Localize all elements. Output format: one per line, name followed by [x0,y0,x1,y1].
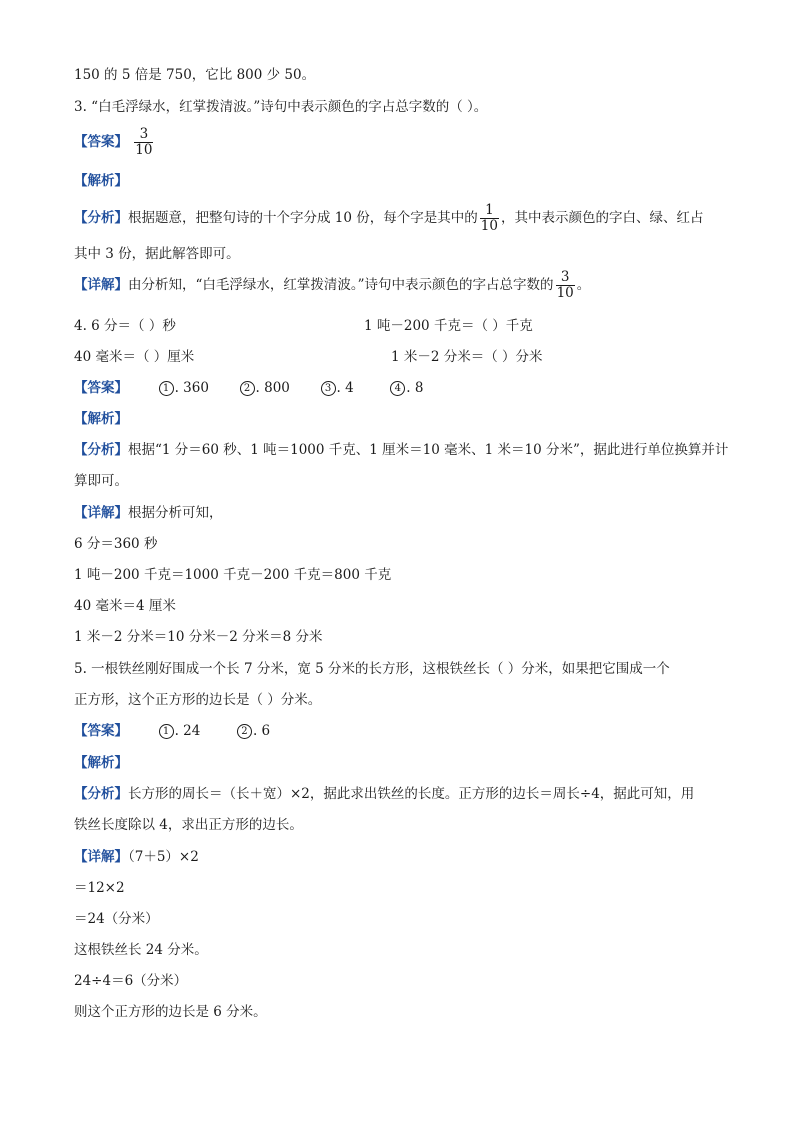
q5-step: ＝24（分米） [74,911,159,927]
q5-answer [74,722,270,740]
fraction-numerator: 3 [134,127,153,143]
answer-item: 4 . 8 [390,380,423,396]
fraction-numerator: 3 [556,270,575,286]
q4-xiangjie [74,504,223,522]
circled-number: 1 [159,724,174,739]
fenxi-label: 【分析】 [74,786,128,802]
fraction-denominator: 10 [556,285,574,301]
fenxi-text: ，其中表示颜色的字白、绿、红占 [500,210,704,226]
q5-question-cont: 正方形，这个正方形的边长是（ ）分米。 [74,692,322,708]
circled-number: 1 [159,381,174,396]
q5-step: 则这个正方形的边长是 6 分米。 [74,1004,267,1020]
q4-row1-right: 1 吨－200 千克＝（ ）千克 [364,318,533,334]
xiangjie-text: 由分析知，“白毛浮绿水，红掌拨清波。”诗句中表示颜色的字占总字数的 [128,277,554,293]
q3-fenxi [74,203,703,234]
xiangjie-text: （7＋5）×2 [128,849,199,865]
q4-answer [74,379,423,397]
fenxi-text: 长方形的周长＝（长＋宽）×2，据此求出铁丝的长度。正方形的边长＝周长÷4，据此可知，用 [128,786,695,802]
fenxi-label: 【分析】 [74,442,128,458]
circled-number: 2 [240,381,255,396]
xiangjie-text: 根据分析可知， [128,505,223,521]
intro-line: 150 的 5 倍是 750，它比 800 少 50。 [74,67,316,83]
q5-analysis-label: 【解析】 [74,755,128,771]
answer-label: 【答案】 [74,380,128,396]
q3-fenxi-fraction [480,203,499,234]
q4-row1-left: 4. 6 分＝（ ）秒 [74,318,176,334]
xiangjie-text: 。 [576,277,591,293]
xiangjie-label: 【详解】 [74,505,128,521]
q5-fenxi [74,785,694,803]
q4-step: 1 米－2 分米＝10 分米－2 分米＝8 分米 [74,629,323,645]
q5-step: 这根铁丝长 24 分米。 [74,942,208,958]
q4-row2-right: 1 米－2 分米＝（ ）分米 [391,349,543,365]
q3-fenxi-cont: 其中 3 份，据此解答即可。 [74,246,240,262]
answer-label: 【答案】 [74,134,128,150]
q4-step: 40 毫米＝4 厘米 [74,598,176,614]
circled-number: 4 [390,381,405,396]
answer-item: 1 . 24 [159,723,201,739]
circled-number: 3 [321,381,336,396]
circled-number: 2 [237,724,252,739]
fraction-denominator: 10 [480,218,498,234]
fraction-denominator: 10 [135,142,153,158]
q3-xiangjie [74,270,590,301]
q4-row2-left: 40 毫米＝（ ）厘米 [74,349,195,365]
fenxi-text: 根据“1 分＝60 秒、1 吨＝1000 千克、1 厘米＝10 毫米、1 米＝10 分米”，据此进行单位换算并计 [128,442,729,458]
q5-question: 5. 一根铁丝刚好围成一个长 7 分米，宽 5 分米的长方形，这根铁丝长（ ）分米，如果把它围成一个 [74,661,670,677]
q3-answer [74,127,155,158]
xiangjie-label: 【详解】 [74,277,128,293]
q5-fenxi-cont: 铁丝长度除以 4，求出正方形的边长。 [74,817,303,833]
answer-label: 【答案】 [74,723,128,739]
fenxi-label: 【分析】 [74,210,128,226]
q5-step: ＝12×2 [74,880,125,896]
q3-analysis-label: 【解析】 [74,173,128,189]
q4-analysis-label: 【解析】 [74,411,128,427]
answer-item: 1 . 360 [159,380,209,396]
answer-item: 2 . 800 [240,380,290,396]
q3-question: 3. “白毛浮绿水，红掌拨清波。”诗句中表示颜色的字占总字数的（ ）。 [74,99,488,115]
q4-fenxi-cont: 算即可。 [74,473,128,489]
q4-fenxi [74,441,728,459]
answer-item: 3 . 4 [321,380,354,396]
q4-step: 6 分＝360 秒 [74,536,158,552]
q3-xiangjie-fraction [556,270,575,301]
q4-step: 1 吨－200 千克＝1000 千克－200 千克＝800 千克 [74,567,392,583]
q3-answer-fraction [134,127,153,158]
q5-step: 24÷4＝6（分米） [74,973,188,989]
fenxi-text: 根据题意，把整句诗的十个字分成 10 份，每个字是其中的 [128,210,478,226]
answer-item: 2 . 6 [237,723,270,739]
xiangjie-label: 【详解】 [74,849,128,865]
fraction-numerator: 1 [480,203,499,219]
q5-xiangjie [74,848,199,866]
